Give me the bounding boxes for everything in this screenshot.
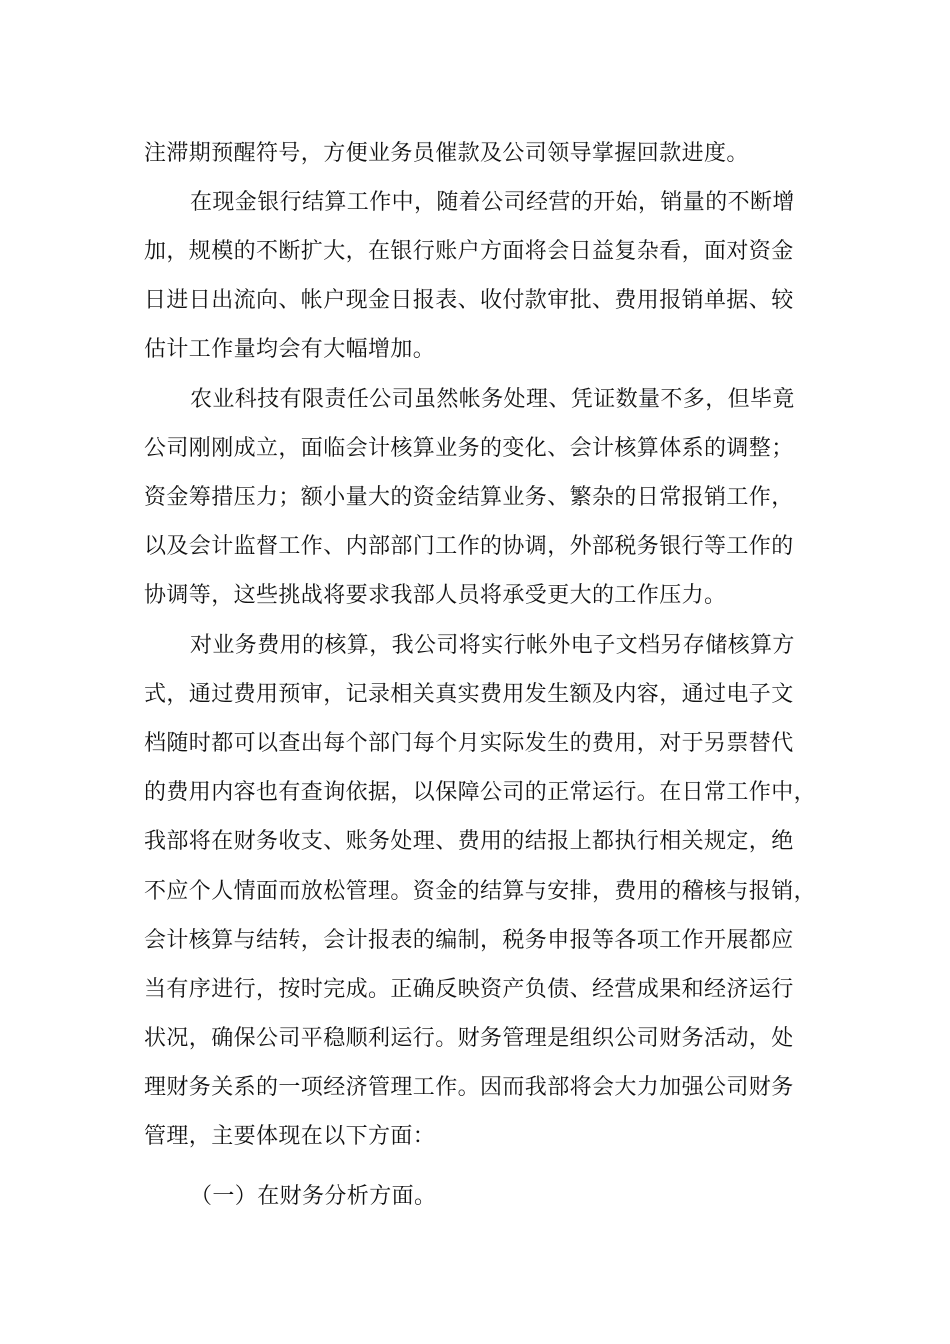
text-line: 管理，主要体现在以下方面： bbox=[144, 1124, 436, 1149]
text-line: 公司刚刚成立，面临会计核算业务的变化、会计核算体系的调整； bbox=[144, 436, 794, 461]
text-line: 估计工作量均会有大幅增加。 bbox=[144, 337, 436, 362]
text-line: 我部将在财务收支、账务处理、费用的结报上都执行相关规定，绝 bbox=[144, 829, 794, 854]
text-line: 以及会计监督工作、内部部门工作的协调，外部税务银行等工作的 bbox=[144, 534, 794, 559]
paragraph-start-line: 对业务费用的核算，我公司将实行帐外电子文档另存储核算方 bbox=[190, 633, 795, 658]
text-line: 资金筹措压力；额小量大的资金结算业务、繁杂的日常报销工作， bbox=[144, 485, 794, 510]
text-line: 协调等，这些挑战将要求我部人员将承受更大的工作压力。 bbox=[144, 583, 727, 608]
text-line: 注滞期预醒符号，方便业务员催款及公司领导掌握回款进度。 bbox=[144, 141, 749, 166]
text-line: 档随时都可以查出每个部门每个月实际发生的费用，对于另票替代 bbox=[144, 731, 794, 756]
text-line: 理财务关系的一项经济管理工作。因而我部将会大力加强公司财务 bbox=[144, 1075, 794, 1100]
text-line: 的费用内容也有查询依据，以保障公司的正常运行。在日常工作中， bbox=[144, 780, 817, 805]
text-line: 加，规模的不断扩大，在银行账户方面将会日益复杂看，面对资金 bbox=[144, 239, 794, 264]
text-line: 会计核算与结转，会计报表的编制，税务申报等各项工作开展都应 bbox=[144, 928, 794, 953]
section-heading: （一）在财务分析方面。 bbox=[190, 1184, 437, 1209]
paragraph-start-line: 农业科技有限责任公司虽然帐务处理、凭证数量不多，但毕竟 bbox=[190, 387, 795, 412]
text-line: 式，通过费用预审，记录相关真实费用发生额及内容，通过电子文 bbox=[144, 682, 794, 707]
text-line: 日进日出流向、帐户现金日报表、收付款审批、费用报销单据、较 bbox=[144, 288, 794, 313]
text-line: 不应个人情面而放松管理。资金的结算与安排，费用的稽核与报销， bbox=[144, 879, 817, 904]
text-line: 当有序进行，按时完成。正确反映资产负债、经营成果和经济运行 bbox=[144, 977, 794, 1002]
paragraph-start-line: 在现金银行结算工作中，随着公司经营的开始，销量的不断增 bbox=[190, 190, 795, 215]
text-line: 状况，确保公司平稳顺利运行。财务管理是组织公司财务活动，处 bbox=[144, 1026, 794, 1051]
